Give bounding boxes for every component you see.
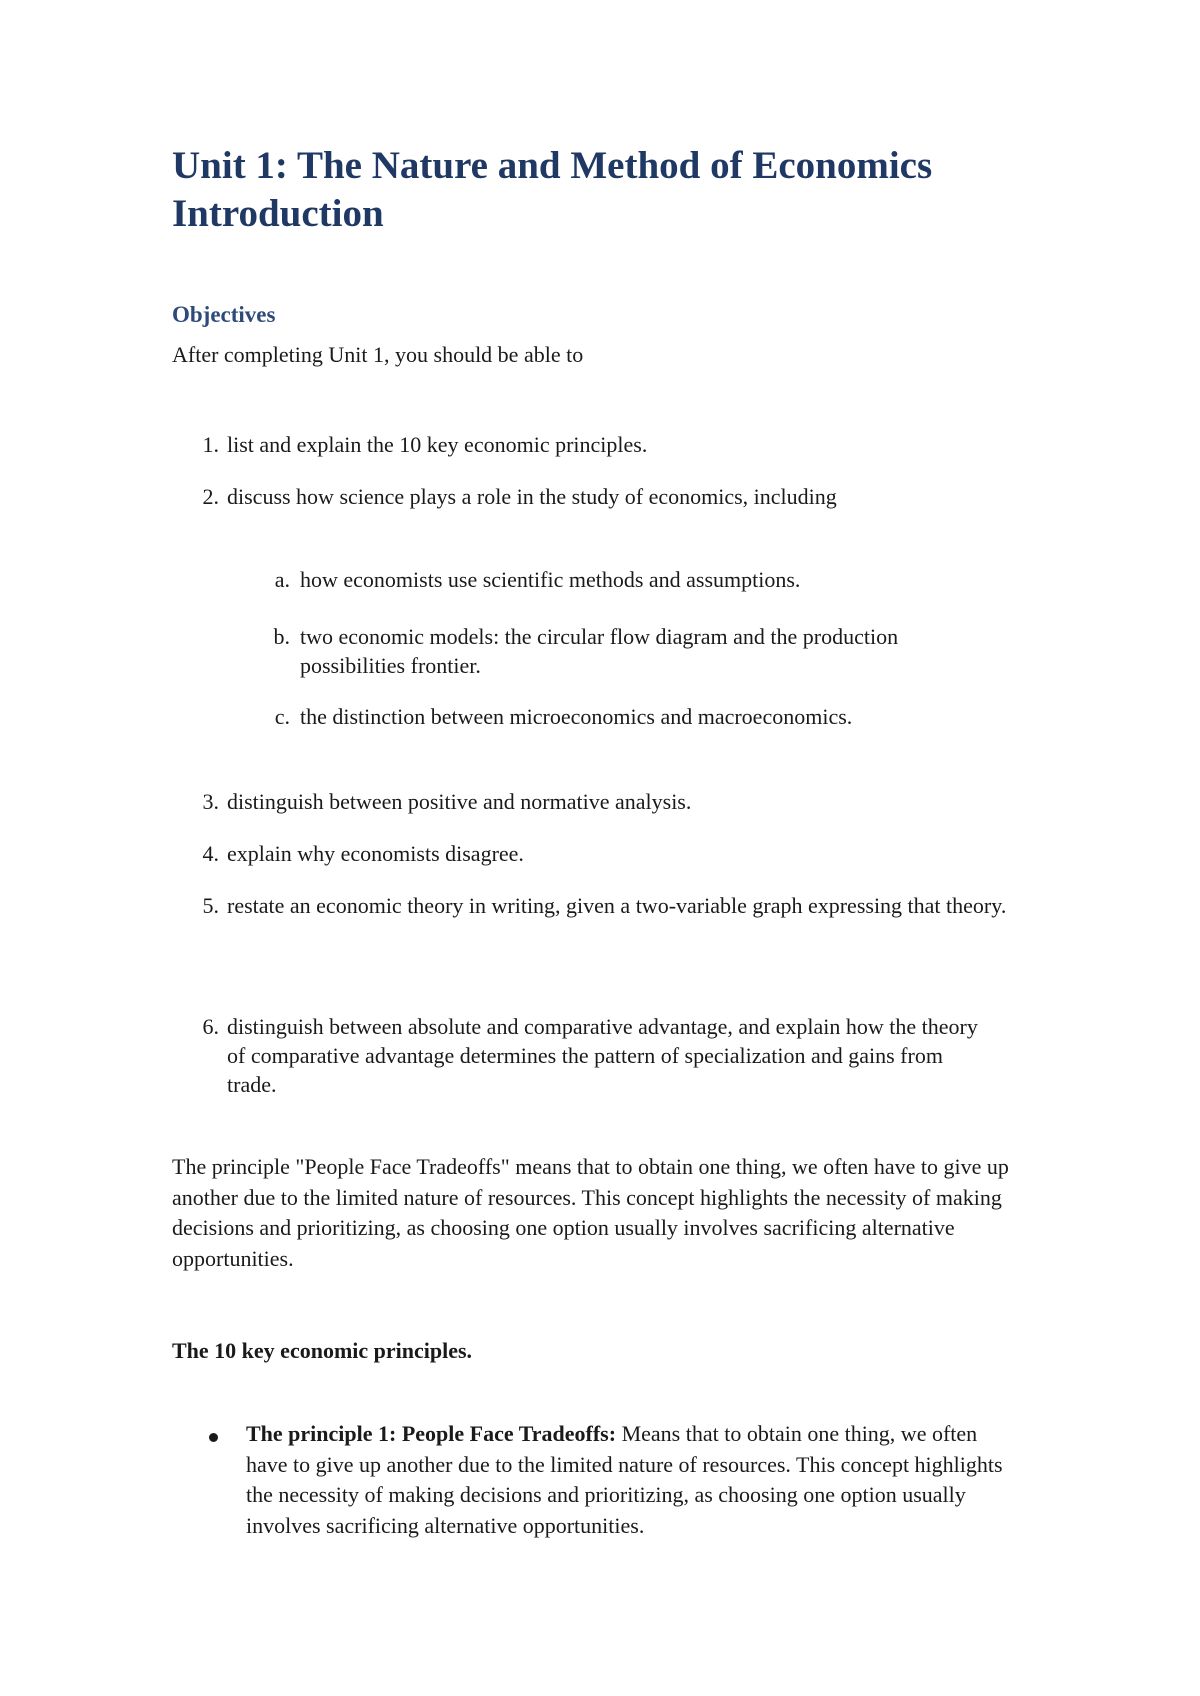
principle-text: Means that to obtain one thing, we often have to give up another due to the limited nature of resources. This concept highlights the necessity of making decisions and prioritizing, as choosing one option usually involves sacrificing alternative opportunities. <box>246 1421 1003 1538</box>
list-marker: 6. <box>202 1014 219 1039</box>
objective-text: discuss how science plays a role in the study of economics, including <box>227 484 837 509</box>
objective-item <box>202 482 1027 511</box>
principles-heading: The 10 key economic principles. <box>172 1338 473 1363</box>
sub-objective-text: two economic models: the circular flow diagram and the production possibilities frontier. <box>300 624 899 678</box>
principle-label: The principle 1: People Face Tradeoffs: <box>246 1421 617 1446</box>
title-line-1: Unit 1: The Nature and Method of Economics <box>172 144 933 187</box>
principle-item <box>246 1419 1011 1541</box>
list-marker: 5. <box>202 893 219 918</box>
objective-item <box>202 1012 987 1099</box>
list-marker: 1. <box>202 432 219 457</box>
objectives-heading: Objectives <box>172 302 276 327</box>
page-title <box>172 142 1072 238</box>
body-paragraph: The principle "People Face Tradeoffs" means that to obtain one thing, we often have to give up another due to the limited nature of resources. This concept highlights the necessity of making decisions and prioritizing, as choosing one option usually involves sacrificing alternative opportunities. <box>172 1154 1009 1271</box>
bullet-icon <box>209 1433 218 1442</box>
list-marker: b. <box>273 624 290 649</box>
objective-item <box>202 891 1032 920</box>
objective-text: distinguish between positive and normative analysis. <box>227 789 692 814</box>
sub-objective-text: the distinction between microeconomics and macroeconomics. <box>300 704 853 729</box>
objectives-intro: After completing Unit 1, you should be able to <box>172 342 584 367</box>
title-line-2: Introduction <box>172 192 384 235</box>
objective-item <box>202 430 1027 459</box>
objective-text: distinguish between absolute and comparative advantage, and explain how the theory of comparative advantage determines the pattern of specialization and gains from trade. <box>227 1014 978 1097</box>
sub-objective-item <box>274 565 1000 594</box>
list-marker: 3. <box>202 789 219 814</box>
sub-objective-item <box>274 702 1000 731</box>
objective-item <box>202 787 1027 816</box>
sub-objective-text: how economists use scientific methods and assumptions. <box>300 567 801 592</box>
objective-text: list and explain the 10 key economic principles. <box>227 432 648 457</box>
objective-item <box>202 839 1027 868</box>
sub-objective-item <box>273 622 1000 680</box>
list-marker: 2. <box>202 484 219 509</box>
objective-text: explain why economists disagree. <box>227 841 524 866</box>
list-marker: c. <box>274 704 290 729</box>
list-marker: a. <box>274 567 290 592</box>
objective-text: restate an economic theory in writing, given a two-variable graph expressing that theory. <box>227 893 1007 918</box>
list-marker: 4. <box>202 841 219 866</box>
